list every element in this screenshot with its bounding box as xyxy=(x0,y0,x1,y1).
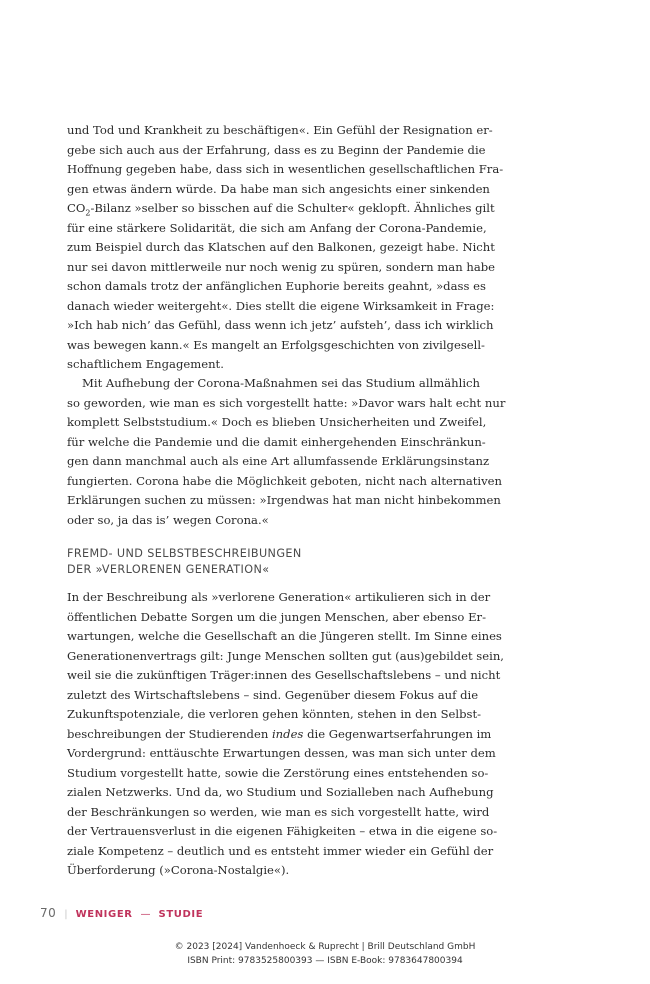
paragraph-3-text xyxy=(67,588,504,881)
series-title-weniger: WENIGER xyxy=(75,909,133,920)
paragraph-2-text xyxy=(67,374,506,530)
text-line: Hoffnung gegeben habe, dass sich in wesentlichen gesellschaftlichen Fra- xyxy=(67,162,504,176)
paragraph-1-text xyxy=(67,121,504,375)
text-line: ziale Kompetenz – deutlich und es entsteht immer wieder ein Gefühl der xyxy=(67,843,494,858)
text-line: Überforderung (»Corona-Nostalgie«). xyxy=(67,863,290,877)
text-line: was bewegen kann.« Es mangelt an Erfolgsgeschichten von zivilgesell- xyxy=(67,337,485,352)
text-line: »Ich hab nich’ das Gefühl, dass wenn ich jetz’ aufsteh’, dass ich wirklich xyxy=(67,318,494,332)
text-line: der Vertrauensverlust in die eigenen Fähigkeiten – etwa in die eigene so- xyxy=(67,824,498,838)
text-line xyxy=(67,725,492,745)
section-heading-line-1: FREMD- UND SELBSTBESCHREIBUNGEN xyxy=(67,547,302,560)
section-heading xyxy=(67,546,464,578)
text-line: wartungen, welche die Gesellschaft an die Jüngeren stellt. Im Sinne eines xyxy=(67,629,502,643)
text-line: gen etwas ändern würde. Da habe man sich angesichts einer sinkenden xyxy=(67,181,490,196)
emphasis: indes xyxy=(271,726,304,741)
text-line: der Beschränkungen so werden, wie man es sich vorgestellt hatte, wird xyxy=(67,804,490,819)
text-line: oder so, ja das is’ wegen Corona.« xyxy=(67,512,269,527)
page-footer xyxy=(40,905,203,921)
text-segment: die Gegenwartserfahrungen im xyxy=(303,726,492,741)
text-line: Generationenvertrags gilt: Junge Menschen sollten gut (aus)gebildet sein, xyxy=(67,648,504,663)
footer-separator: | xyxy=(64,909,68,920)
text-line: und Tod und Krankheit zu beschäftigen«. Ein Gefühl der Resignation er- xyxy=(67,123,493,137)
section-heading-line-2: DER »VERLORENEN GENERATION« xyxy=(67,563,270,576)
text-line: so geworden, wie man es sich vorgestellt hatte: »Davor wars halt echt nur xyxy=(67,395,506,410)
text-line: zuletzt des Wirtschaftslebens – sind. Gegenüber diesem Fokus auf die xyxy=(67,687,479,702)
text-line: Studium vorgestellt hatte, sowie die Zerstörung eines entstehenden so- xyxy=(67,765,489,780)
text-line: nur sei davon mittlerweile nur noch wenig zu spüren, sondern man habe xyxy=(67,259,496,274)
text-line: zum Beispiel durch das Klatschen auf den Balkonen, gezeigt habe. Nicht xyxy=(67,240,495,254)
text-line: Zukunftspotenziale, die verloren gehen könnten, stehen in den Selbst- xyxy=(67,707,482,721)
text-segment: -Bilanz »selber so bisschen auf die Schulter« geklopft. Ähnliches gilt xyxy=(90,201,495,215)
text-segment: CO xyxy=(67,201,86,215)
text-line: Vordergrund: enttäuschte Erwartungen dessen, was man sich unter dem xyxy=(67,746,496,760)
footer-dash: — xyxy=(140,909,151,920)
paragraph-2 xyxy=(67,374,506,530)
text-line: für eine stärkere Solidarität, die sich am Anfang der Corona-Pandemie, xyxy=(67,220,487,235)
text-line: gen dann manchmal auch als eine Art allumfassende Erklärungsinstanz xyxy=(67,454,490,468)
text-segment: beschreibungen der Studierenden xyxy=(67,726,272,741)
text-line: schaftlichem Engagement. xyxy=(67,357,224,371)
text-line: öffentlichen Debatte Sorgen um die jungen Menschen, aber ebenso Er- xyxy=(67,609,487,624)
text-line: In der Beschreibung als »verlorene Generation« artikulieren sich in der xyxy=(67,590,491,604)
text-line: weil sie die zukünftigen Träger:innen des Gesellschaftslebens – und nicht xyxy=(67,668,501,682)
paragraph-3 xyxy=(67,588,504,881)
copyright-notice xyxy=(0,940,650,968)
text-line: zialen Netzwerks. Und da, wo Studium und Sozialleben nach Aufhebung xyxy=(67,785,494,799)
text-line: gebe sich auch aus der Erfahrung, dass es zu Beginn der Pandemie die xyxy=(67,142,486,157)
text-line: komplett Selbststudium.« Doch es blieben Unsicherheiten und Zweifel, xyxy=(67,415,487,429)
copyright-line: © 2023 [2024] Vandenhoeck & Ruprecht | Brill Deutschland GmbH xyxy=(174,942,476,952)
text-line xyxy=(67,199,495,219)
isbn-line: ISBN Print: 9783525800393 — ISBN E-Book: 9783647800394 xyxy=(187,956,463,966)
text-line: schon damals trotz der anfänglichen Euphorie bereits geahnt, »dass es xyxy=(67,279,486,293)
subscript: 2 xyxy=(85,208,91,218)
paragraph-1 xyxy=(67,121,504,375)
text-line: fungierten. Corona habe die Möglichkeit geboten, nicht nach alternativen xyxy=(67,473,503,488)
text-line: Mit Aufhebung der Corona-Maßnahmen sei das Studium allmählich xyxy=(82,376,480,390)
text-line: danach wieder weitergeht«. Dies stellt die eigene Wirksamkeit in Frage: xyxy=(67,298,495,313)
series-title-studie: STUDIE xyxy=(158,909,204,920)
page-number: 70 xyxy=(40,906,57,920)
text-line: Erklärungen suchen zu müssen: »Irgendwas hat man nicht hinbekommen xyxy=(67,493,501,507)
text-line: für welche die Pandemie und die damit einhergehenden Einschränkun- xyxy=(67,434,486,449)
